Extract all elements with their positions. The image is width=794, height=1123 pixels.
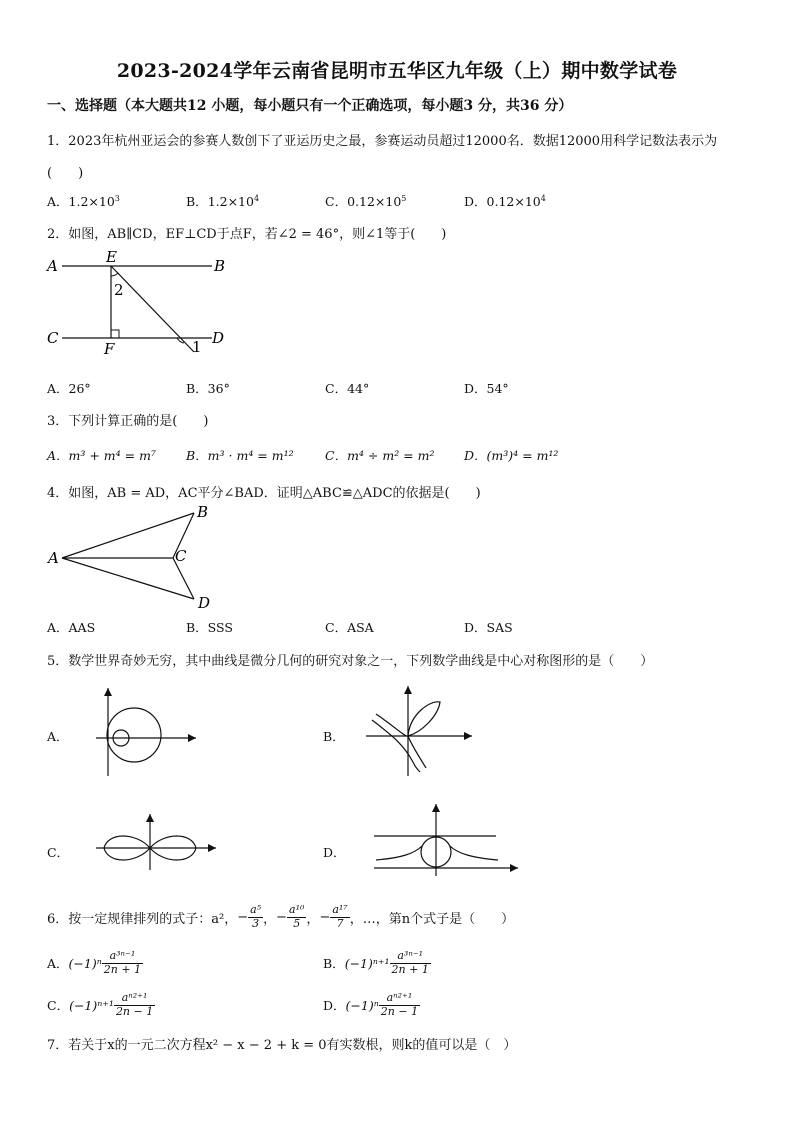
q6-term-2-sign: −: [276, 909, 288, 925]
q5-option-a-label[interactable]: A．: [47, 729, 69, 744]
q5-option-d-label[interactable]: D．: [323, 845, 346, 860]
q2-label-a: A: [47, 257, 58, 275]
q6-option-c[interactable]: C． (−1)ⁿ⁺¹ $\frac{\text{aⁿ²⁺¹}}{2n - 1}$: [47, 991, 154, 1018]
q3-option-d[interactable]: D．(m³)⁴ = m¹²: [464, 448, 559, 463]
q2-figure: [44, 250, 244, 360]
q4-option-a[interactable]: A．AAS: [47, 620, 96, 635]
q4-option-c[interactable]: C．ASA: [325, 620, 374, 635]
q3-option-a[interactable]: A．m³ + m⁴ = m⁷: [47, 448, 156, 463]
section-heading: 一、选择题（本大题共12 小题，每小题只有一个正确选项，每小题3 分，共36 分）: [47, 98, 573, 114]
q2-stem: 2．如图，AB∥CD，EF⊥CD于点F，若∠2 = 46°，则∠1等于( ): [47, 227, 447, 242]
q6-option-d[interactable]: D． (−1)ⁿ $\frac{\text{aⁿ²⁺¹}}{2n - 1}$: [323, 991, 419, 1018]
q6-term-2: $\frac{\text{a¹⁰}}{5}$: [289, 903, 305, 930]
q7-stem: 7．若关于x的一元二次方程x² − x − 2 + k = 0有实数根，则k的值可以是（ ）: [47, 1038, 517, 1053]
q5-option-c-label[interactable]: C．: [47, 845, 70, 860]
q6-term-1: $\frac{\text{a⁵}}{3}$: [250, 903, 262, 930]
q2-label-angle2: 2: [114, 281, 124, 299]
q5-option-d-figure[interactable]: [370, 802, 522, 878]
q4-stem: 4．如图，AB = AD，AC平分∠BAD．证明△ABC≌△ADC的依据是( ): [47, 486, 481, 501]
q6-stem: 6．按一定规律排列的式子：a²， − $\frac{\text{a⁵}}{3}$ ， − $\frac{\text{a¹⁰}}{5}$ ， − $\frac{\text{a¹⁷}}{7}$ ，…，第n个式子是（ ）: [47, 903, 515, 930]
q1-option-d[interactable]: D．$0.12\times 10^4$: [464, 193, 546, 209]
q6-stem-prefix: 6．按一定规律排列的式子：a²，: [47, 911, 238, 927]
q6-term-3: $\frac{\text{a¹⁷}}{7}$: [332, 903, 348, 930]
q6-term-3-sign: −: [319, 909, 331, 925]
q5-option-c-figure[interactable]: [92, 812, 220, 872]
page-title: 2023-2024学年云南省昆明市五华区九年级（上）期中数学试卷: [116, 60, 678, 82]
q3-option-b[interactable]: B．m³ · m⁴ = m¹²: [186, 448, 294, 463]
q2-label-b: B: [214, 257, 226, 275]
q3-stem: 3．下列计算正确的是( ): [47, 414, 209, 429]
q5-option-b-figure[interactable]: [360, 684, 480, 778]
q1-option-b[interactable]: B．$1.2\times 10^4$: [186, 193, 260, 209]
q1-stem-paren: ( ): [47, 166, 84, 181]
q2-label-c: C: [47, 329, 59, 347]
q2-label-d: D: [212, 329, 225, 347]
q2-option-d[interactable]: D．54°: [464, 381, 509, 396]
q2-label-f: F: [104, 340, 115, 358]
q4-option-b[interactable]: B．SSS: [186, 620, 233, 635]
q1-option-a[interactable]: A．$1.2\times 10^3$: [47, 193, 120, 209]
q6-option-b[interactable]: B． (−1)ⁿ⁺¹ $\frac{\text{a³ⁿ⁻¹}}{2n + 1}$: [323, 949, 429, 976]
q5-option-a-figure[interactable]: [92, 684, 202, 778]
q2-label-e: E: [106, 250, 117, 266]
q1-stem: 1．2023年杭州亚运会的参赛人数创下了亚运历史之最，参赛运动员超过12000名．数据12000用科学记数法表示为: [47, 134, 718, 149]
q2-option-a[interactable]: A．26°: [47, 381, 91, 396]
q6-stem-suffix: ，…，第n个式子是（ ）: [349, 911, 515, 927]
q1-option-c[interactable]: C．$0.12\times 10^5$: [325, 193, 407, 209]
q2-option-c[interactable]: C．44°: [325, 381, 370, 396]
q4-label-c: C: [175, 547, 187, 565]
q6-term-1-sign: −: [237, 909, 249, 925]
q4-option-d[interactable]: D．SAS: [464, 620, 513, 635]
q6-option-a[interactable]: A． (−1)ⁿ $\frac{\text{a³ⁿ⁻¹}}{2n + 1}$: [47, 949, 142, 976]
q2-option-b[interactable]: B．36°: [186, 381, 230, 396]
q3-option-c[interactable]: C．m⁴ ÷ m² = m²: [325, 448, 435, 463]
q4-label-d: D: [198, 594, 211, 611]
q4-label-a: A: [48, 549, 59, 567]
q4-label-b: B: [197, 503, 209, 521]
q4-figure: [44, 503, 224, 611]
q5-stem: 5．数学世界奇妙无穷，其中曲线是微分几何的研究对象之一，下列数学曲线是中心对称图形的是（ ）: [47, 654, 654, 669]
q2-label-angle1: 1: [192, 338, 202, 356]
q5-option-b-label[interactable]: B．: [323, 729, 345, 744]
